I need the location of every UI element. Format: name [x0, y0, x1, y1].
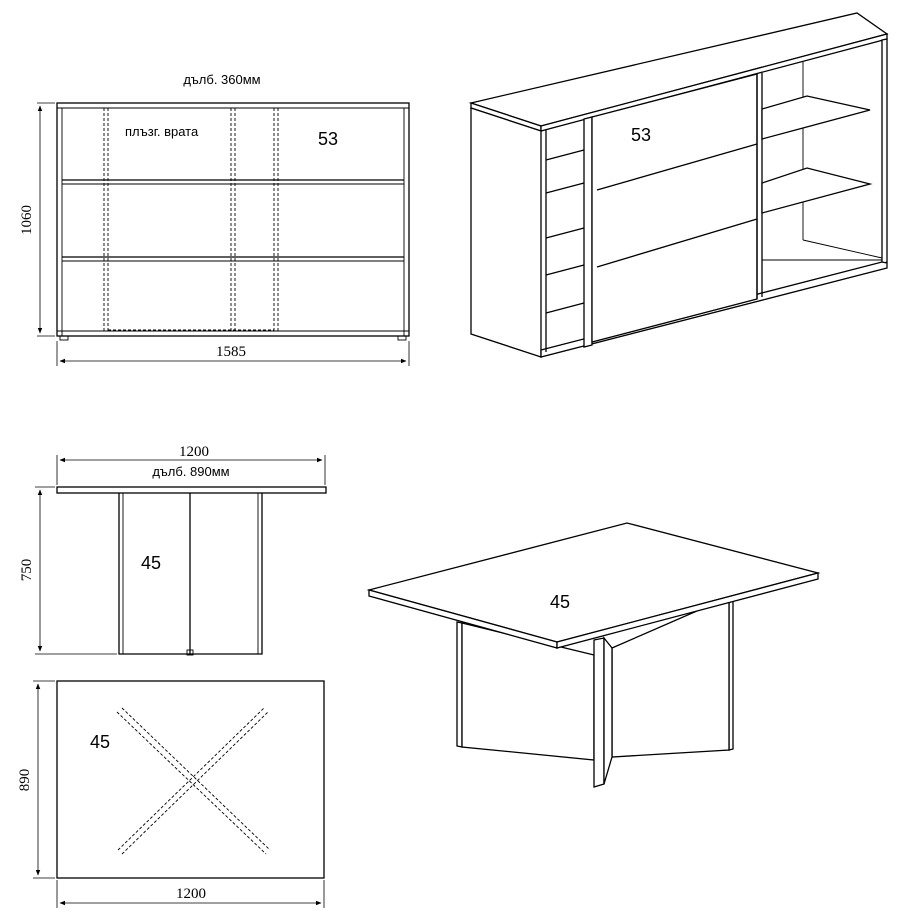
table-legs-hidden [117, 708, 270, 854]
sliding-door [104, 108, 278, 333]
cabinet-width-dim: 1585 [216, 344, 246, 360]
sliding-door-label: плъзг. врата [125, 124, 199, 139]
table-top-width-dim: 1200 [176, 886, 206, 902]
table-top-view [17, 681, 324, 908]
table-depth-note: дълб. 890мм [152, 464, 230, 479]
cabinet-isometric-view [471, 13, 887, 357]
table-front-code: 45 [141, 553, 162, 573]
table-isometric-view [369, 523, 818, 787]
cabinet-depth-note: дълб. 360мм [183, 72, 261, 87]
table-front-view [19, 444, 326, 655]
cabinet-iso-code: 53 [631, 125, 652, 145]
cabinet-height-dim: 1060 [19, 205, 35, 235]
table-height-dim: 750 [19, 558, 35, 582]
cabinet-front-view [19, 72, 409, 366]
table-top-code: 45 [90, 732, 111, 752]
table-iso-code: 45 [550, 592, 571, 612]
cabinet-front-code: 53 [318, 129, 339, 149]
table-width-dim: 1200 [179, 444, 209, 460]
table-top-depth-dim: 890 [17, 768, 33, 792]
